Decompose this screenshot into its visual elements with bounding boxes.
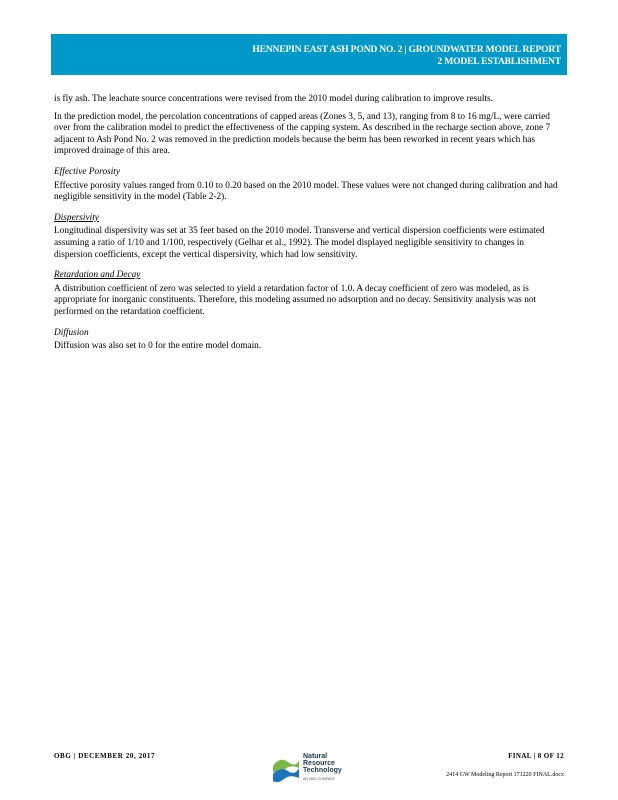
paragraph-retardation-decay: A distribution coefficient of zero was selected to yield a retardation factor of 1.0. A decay coefficient of zero was modeled, as is appropriate for inorganic constituents. Therefore, this modeling assumed no adsorption and no decay. Sensitivity analysis was not performed on the retardation coefficient. (54, 283, 537, 317)
paragraph-prediction-model: In the prediction model, the percolation concentrations of capped areas (Zones 3, 5, and 13), ranging from 8 to 16 mg/L, were carried over from the calibration model to predict the effectiveness of the capping system. As described in the recharge section above, zone 7 adjacent to Ash Pond No. 2 was removed in the prediction models because the berm has been reworked in recent years which has improved drainage of this area. (54, 111, 551, 157)
logo-line-technology: Technology (303, 767, 342, 774)
heading-diffusion: Diffusion (54, 327, 89, 338)
logo-line-natural: Natural (303, 753, 328, 760)
paragraph-diffusion: Diffusion was also set to 0 for the entire model domain. (54, 341, 262, 352)
heading-retardation-decay: Retardation and Decay (54, 270, 141, 281)
nrt-logo (272, 752, 354, 786)
header-section-title: 2 MODEL ESTABLISHMENT (437, 56, 561, 67)
footer-page-number: FINAL | 8 OF 12 (508, 752, 564, 760)
heading-effective-porosity: Effective Porosity (54, 166, 120, 177)
document-body (54, 94, 562, 359)
logo-tagline: AN OBG COMPANY (303, 777, 336, 781)
footer-filename: 2414 GW Modeling Report 171220 FINAL.docx (446, 772, 564, 778)
header-report-title: HENNEPIN EAST ASH POND NO. 2 | GROUNDWATER MODEL REPORT (252, 44, 561, 55)
wave-logo-icon (272, 754, 300, 782)
heading-dispersivity: Dispersivity (54, 212, 99, 223)
paragraph-effective-porosity: Effective porosity values ranged from 0.10 to 0.20 based on the 2010 model. These values were not changed during calibration and had negligible sensitivity in the model (Table 2-2). (54, 180, 558, 203)
page-header-bar (51, 34, 567, 75)
logo-line-resource: Resource (303, 760, 335, 767)
paragraph-leachate: is fly ash. The leachate source concentrations were revised from the 2010 model during calibration to improve results. (54, 94, 493, 104)
paragraph-dispersivity: Longitudinal dispersivity was set at 35 feet based on the 2010 model. Transverse and vertical dispersion coefficients were estimated assuming a ratio of 1/10 and 1/100, respectively (Gelhar et al., 1992). The model displayed negligible sensitivity to changes in dispersion coefficients, except the vertical dispersivity, which had low sensitivity. (54, 226, 545, 260)
footer-date: OBG | DECEMBER 20, 2017 (54, 752, 156, 760)
